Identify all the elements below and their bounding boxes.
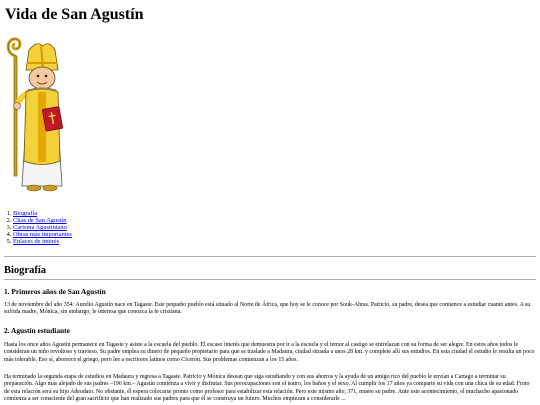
toc-link-biografia[interactable]: Biografía xyxy=(13,210,38,217)
toc-item xyxy=(13,231,72,238)
divider xyxy=(4,256,536,257)
saint-augustine-cartoon-icon xyxy=(4,36,76,206)
toc-item xyxy=(13,224,72,231)
toc-item xyxy=(13,217,72,224)
toc-link-carisma[interactable]: Carisma Agustiniano xyxy=(13,224,67,232)
toc-item xyxy=(13,238,72,245)
toc-item xyxy=(13,210,72,217)
paragraph: Ha terminado la segunda etapa de estudios en Madaura y regresa a Tagaste. Patricio y Mónica desean que siga estudiando y con sus ahorros y la ayuda de un amigo rico del pueblo le envían a Cartago a terminar su preparación. Algo más alejado de sus padres –196 km.– Agustín comienza a vivir y disfrutar. Sus preocupaciones son el teatro, los baños y el sexo. Al cumplir los 17 años ya comparte su vida con una chica de su edad. Fruto de esta relación será su hijo Adeodato. No obstante, él espera colocarse pronto como profesor para estabilizar esta relación. Pero este mismo año, 371, muere su padre. Ante este acontecimiento, el muchacho apasionado comienza a ser consciente del gran sacrificio que han realizado sus padres para que él se construya un futuro. Muchos empiezan a considerarle ... xyxy=(4,374,530,403)
table-of-contents xyxy=(4,210,72,245)
page-title: Vida de San Agustín xyxy=(5,6,144,23)
toc-link-obras[interactable]: Obras más importantes xyxy=(13,231,72,239)
subsection-heading-primeros-anos: 1. Primeros años de San Agustín xyxy=(4,287,106,296)
paragraph: 13 de noviembre del año 354: Aurelio Agustín nace en Tagaste. Este pequeño pueblo está situado al Norte de África, que hoy se le conoce por Souk-Ahras. Patricio, su padre, desea que comience a estudiar cuanto antes. A su sufrida madre, Mónica, sin embargo, le interesa que conozca la fe cristiana. xyxy=(4,302,531,316)
section-heading-biografia: Biografía xyxy=(4,265,46,276)
toc-link-citas[interactable]: Citas de San Agustín xyxy=(13,217,67,225)
divider xyxy=(4,279,536,280)
subsection-heading-estudiante: 2. Agustín estudiante xyxy=(4,326,70,335)
toc-link-enlaces[interactable]: Enlaces de interés xyxy=(13,238,60,246)
paragraph: Hasta los once años Agustín permanece en Tagaste y asiste a la escuela del pueblo. El escaso interés que demuestra por ir a la escuela y el temor al castigo se entrelazan con su forma de ser alegre. En estos años todos le consideran un niño revoltoso y travieso. Su padre emplea su dinero de pequeño propietario para que se traslade a Madaura, ciudad situada a unos 28 km. y complete allí sus estudios. En esta ciudad el estudio le resulta un poco más tolerable. Eso sí, aborrece el griego, pero lee a escritores latinos como Cicerón. Sus problemas comienzan a los 15 años. xyxy=(4,342,535,363)
